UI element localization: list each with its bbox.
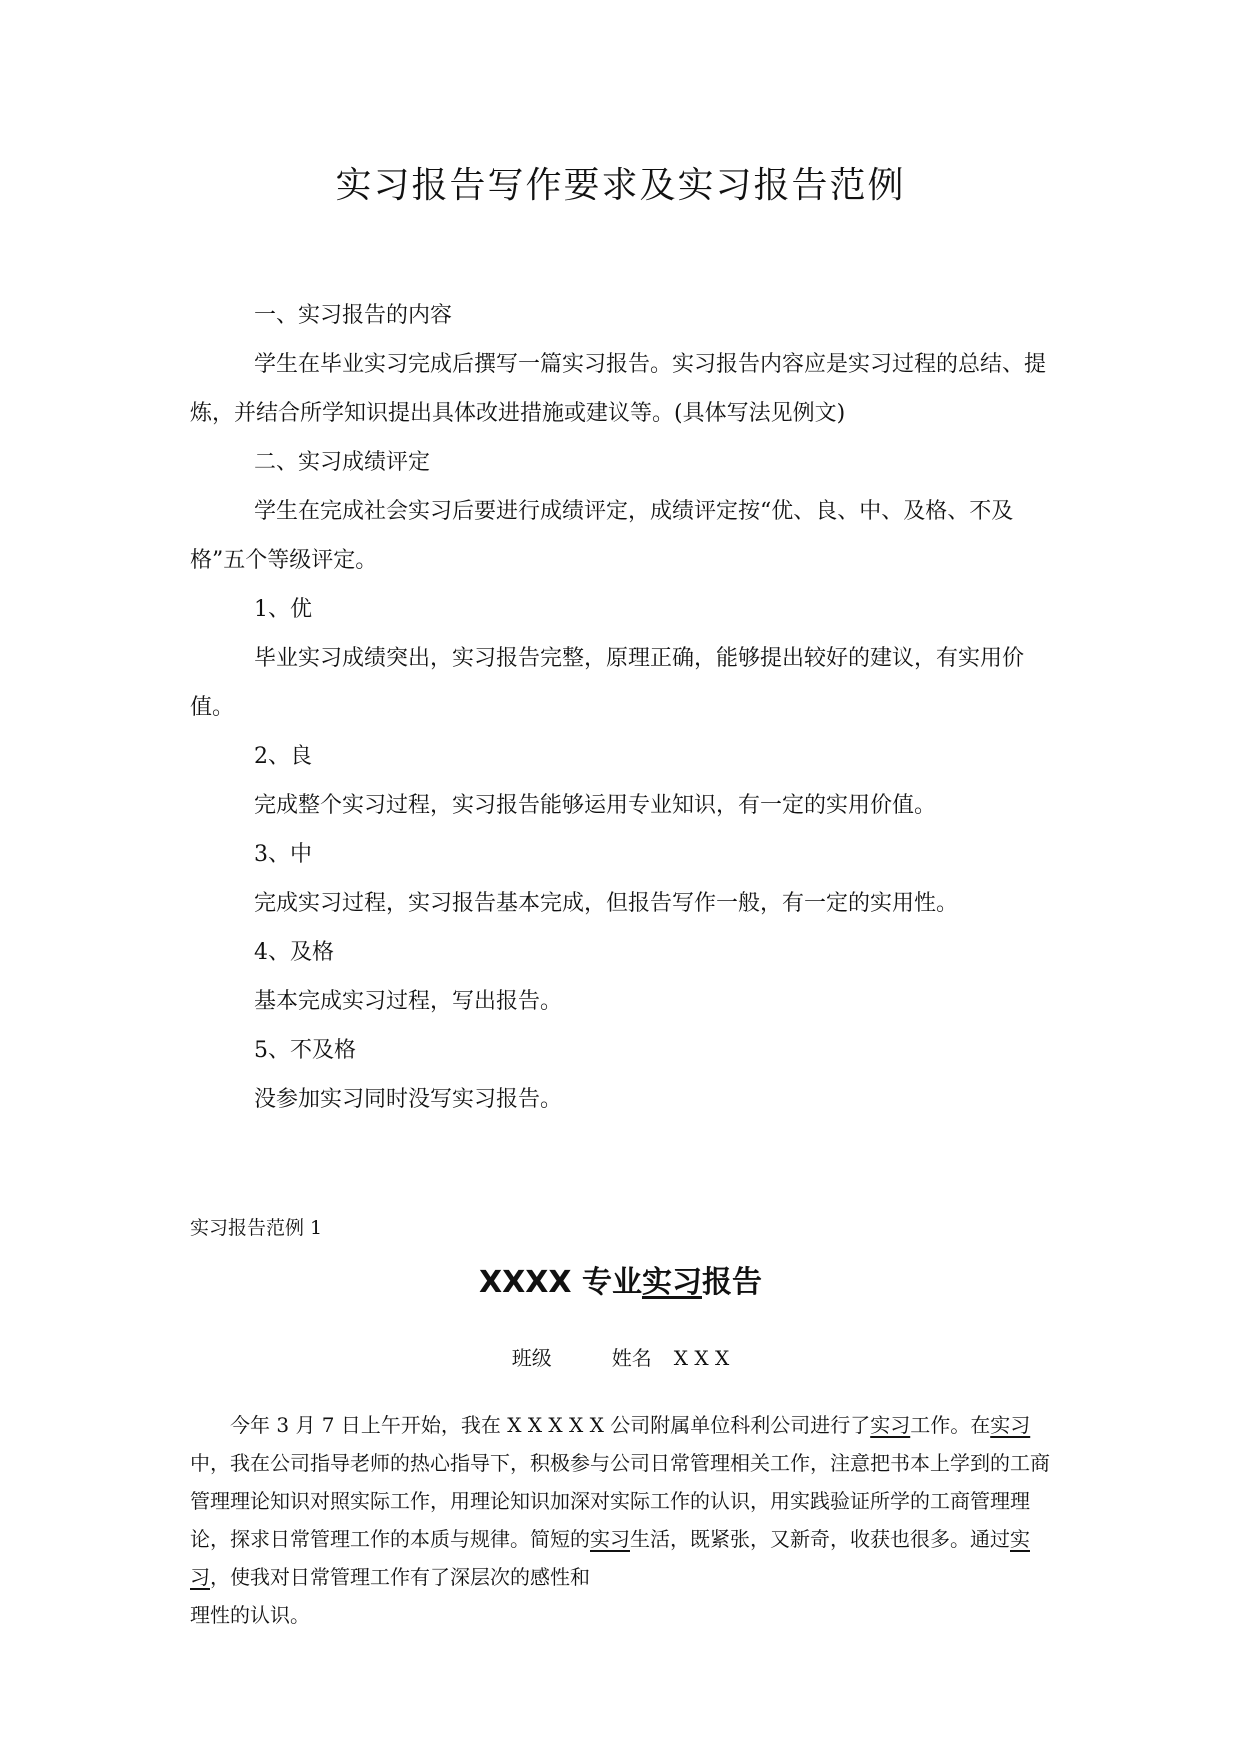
byline-class-label: 班级 (511, 1346, 552, 1370)
grade-desc: 完成实习过程，实习报告基本完成，但报告写作一般，有一定的实用性。 (254, 891, 959, 916)
text-run: 今年 3 月 7 日上午开始，我在 X X X X X 公司附属单位科利公司进行了 (230, 1413, 871, 1437)
text-run: 中，我在公司指导老师的热心指导下，积极参与公司日常管理相关工作，注意把书本上学到的工商管理理论知识对照实际工作，用理论知识加深对实际工作的认识，用实践验证所学的工商管理理论，探求日常管理工作的本质与规律。简短的 (190, 1451, 1050, 1551)
example-title-prefix: XXXX 专业 (479, 1265, 642, 1300)
example-body (190, 1406, 1060, 1634)
section-2-body: 学生在完成社会实习后要进行成绩评定，成绩评定按“优、良、中、及格、不及格”五个等级评定。 (190, 499, 1014, 573)
example-title (0, 1257, 1241, 1301)
text-run: ，使我对日常管理工作有了深层次的感性和 (210, 1565, 590, 1589)
section-1-heading: 一、实习报告的内容 (254, 303, 453, 328)
example-title-link[interactable]: 实习 (641, 1265, 702, 1300)
byline-name: X X X (673, 1346, 730, 1370)
text-run: 生活，既紧张，又新奇，收获也很多。通过 (630, 1527, 1010, 1551)
example-paragraph (190, 1406, 1060, 1596)
grade-label: 1、优 (254, 597, 312, 622)
example-title-suffix: 报告 (701, 1265, 762, 1300)
keyword-link[interactable]: 实习 (870, 1413, 911, 1437)
section-2-heading: 二、实习成绩评定 (254, 450, 431, 475)
grade-desc: 基本完成实习过程，写出报告。 (254, 989, 563, 1014)
grade-desc: 毕业实习成绩突出，实习报告完整，原理正确，能够提出较好的建议，有实用价值。 (190, 646, 1025, 720)
grade-label: 5、不及格 (254, 1038, 356, 1063)
section-1-body: 学生在毕业实习完成后撰写一篇实习报告。实习报告内容应是实习过程的总结、提炼，并结合所学知识提出具体改进措施或建议等。(具体写法见例文) (190, 352, 1047, 426)
keyword-link[interactable]: 实习 (990, 1413, 1031, 1437)
grade-label: 3、中 (254, 842, 312, 867)
grade-label: 2、良 (254, 744, 312, 769)
grade-desc: 完成整个实习过程，实习报告能够运用专业知识，有一定的实用价值。 (254, 793, 937, 818)
byline (0, 1342, 1241, 1371)
text-run: 工作。在 (910, 1413, 991, 1437)
document-title: 实习报告写作要求及实习报告范例 (335, 165, 906, 206)
keyword-link[interactable]: 实习 (190, 1527, 1030, 1589)
example-paragraph-end: 理性的认识。 (190, 1603, 310, 1627)
byline-name-label: 姓名 (611, 1346, 652, 1370)
example-label: 实习报告范例 1 (190, 1217, 323, 1239)
grade-label: 4、及格 (254, 940, 334, 965)
requirements-section (190, 291, 1060, 1124)
grade-desc: 没参加实习同时没写实习报告。 (254, 1087, 563, 1112)
keyword-link[interactable]: 实习 (590, 1527, 630, 1551)
